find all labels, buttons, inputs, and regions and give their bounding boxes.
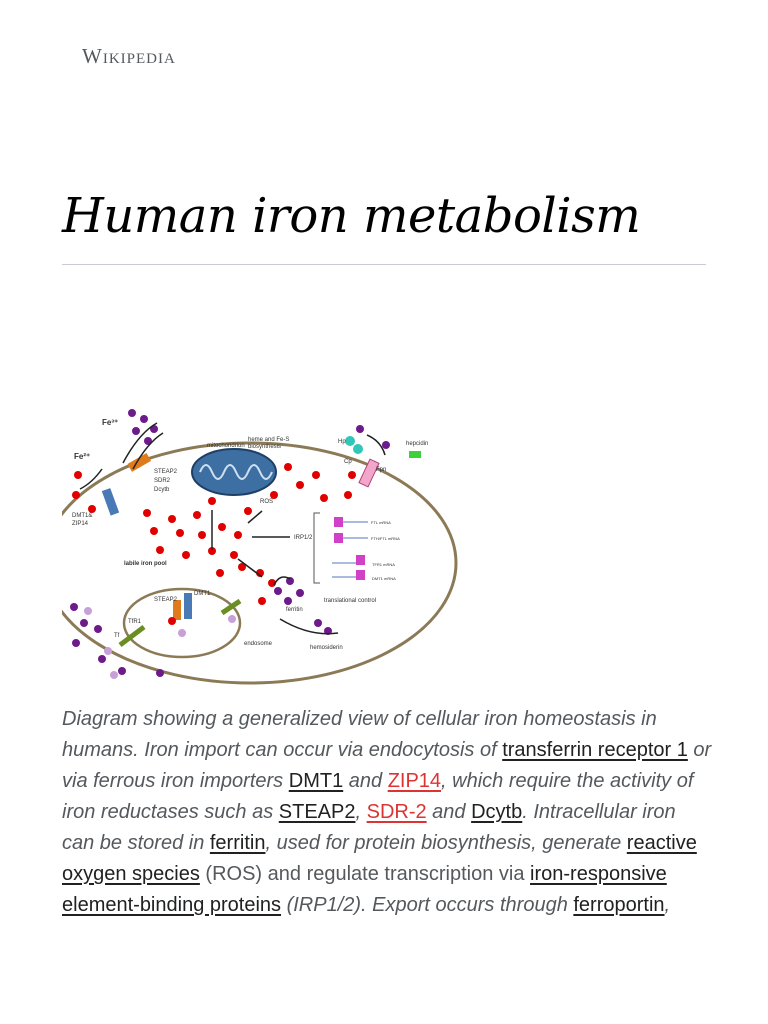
fpn-label: Fpn: [376, 467, 387, 473]
page-title: Human iron metabolism: [62, 188, 641, 244]
title-divider: [62, 264, 706, 265]
fe3-label: Fe³⁺: [102, 418, 119, 427]
tf-label: Tf: [114, 633, 120, 639]
endosome-shape: [124, 589, 240, 657]
zip14-label: ZIP14: [72, 521, 89, 527]
steap2-transporter-shape: [127, 453, 151, 472]
translational-control-label: translational control: [324, 598, 377, 604]
steap2-endosome-shape: [173, 600, 181, 620]
dmt1-endosome-label: DMT1: [194, 591, 211, 597]
hemosiderin-label: hemosiderin: [310, 645, 343, 651]
link-steap2[interactable]: STEAP2: [278, 801, 356, 823]
dmt1-mrna-label: DMT1 mRNA: [372, 576, 396, 581]
wikipedia-wordmark[interactable]: Wikipedia: [82, 44, 176, 68]
tfr1-label: TfR1: [128, 619, 142, 625]
link-dcytb[interactable]: Dcytb: [471, 801, 523, 823]
tfr1-shape: [120, 627, 144, 645]
link-dmt1[interactable]: DMT1: [288, 770, 344, 792]
link-zip14[interactable]: ZIP14: [387, 770, 442, 792]
caption-text: or via ferrous iron importers: [62, 739, 712, 792]
hp-label: Hp: [338, 439, 346, 445]
ros-label: ROS: [260, 499, 274, 505]
caption-text: ,: [664, 894, 671, 916]
fe2-label: Fe²⁺: [74, 452, 91, 461]
caption-text: . Intracellular iron can be stored in: [62, 801, 676, 854]
heme-label: heme and Fe-S: [248, 437, 290, 443]
sdr2-label: SDR2: [154, 478, 171, 484]
steap2-endosome-label: STEAP2: [154, 597, 178, 603]
hepcidin-shape: [409, 451, 421, 458]
link-reactive-oxygen-species[interactable]: reactive oxygen species: [62, 832, 697, 885]
tfr1-mrna-label: TFR1 mRNA: [372, 562, 395, 567]
mitochondrion-shape: [192, 449, 276, 495]
caption-text: , used for protein biosynthesis, generate: [265, 832, 627, 854]
steap2-label: STEAP2: [154, 469, 178, 475]
dmt1-zip14-label: DMT1&: [72, 513, 93, 519]
figure-caption: [62, 704, 712, 921]
mitochondrion-label: mitochondrion: [207, 443, 245, 449]
iron-metabolism-diagram[interactable]: [62, 405, 472, 695]
irp-label: IRP1/2: [294, 535, 313, 541]
caption-text: ,: [355, 801, 367, 823]
caption-text: Diagram showing a generalized view of cellular iron homeostasis in humans. Iron import can occur via endocytosis of: [62, 708, 657, 761]
endosome-label: endosome: [244, 641, 273, 647]
caption-text: (ROS) and regulate transcription via: [199, 863, 531, 885]
caption-text: , which require the activity of iron reductases such as: [62, 770, 694, 823]
link-transferrin-receptor-1[interactable]: transferrin receptor 1: [502, 739, 688, 761]
link-ferritin[interactable]: ferritin: [209, 832, 266, 854]
link-ferroportin[interactable]: ferroportin: [573, 894, 665, 916]
caption-text: and: [343, 770, 388, 792]
link-sdr-2[interactable]: SDR-2: [366, 801, 427, 823]
hepcidin-label: hepcidin: [406, 441, 429, 447]
fth-mrna-label: FTH/FTL mRNA: [371, 536, 400, 541]
cp-label: Cp: [344, 459, 352, 465]
ftl-mrna-label: FTL mRNA: [371, 520, 391, 525]
link-iron-responsive-element-binding-proteins[interactable]: iron-responsive element-binding proteins: [62, 863, 667, 916]
apo-transferrin-dots: [84, 607, 236, 679]
caption-text: and: [426, 801, 472, 823]
hephaestin-shape: [345, 436, 363, 454]
caption-text: (IRP1/2). Export occurs through: [281, 894, 574, 916]
labile-iron-pool-label: labile iron pool: [124, 561, 167, 567]
biosynthesis-label: biosynthesis: [248, 444, 282, 450]
dmt1-transporter-shape: [102, 488, 119, 516]
dmt1-endosome-shape: [184, 593, 192, 619]
mrna-markers: [314, 513, 368, 583]
dcytb-label: Dcytb: [154, 487, 170, 493]
ferritin-label: ferritin: [286, 607, 303, 613]
